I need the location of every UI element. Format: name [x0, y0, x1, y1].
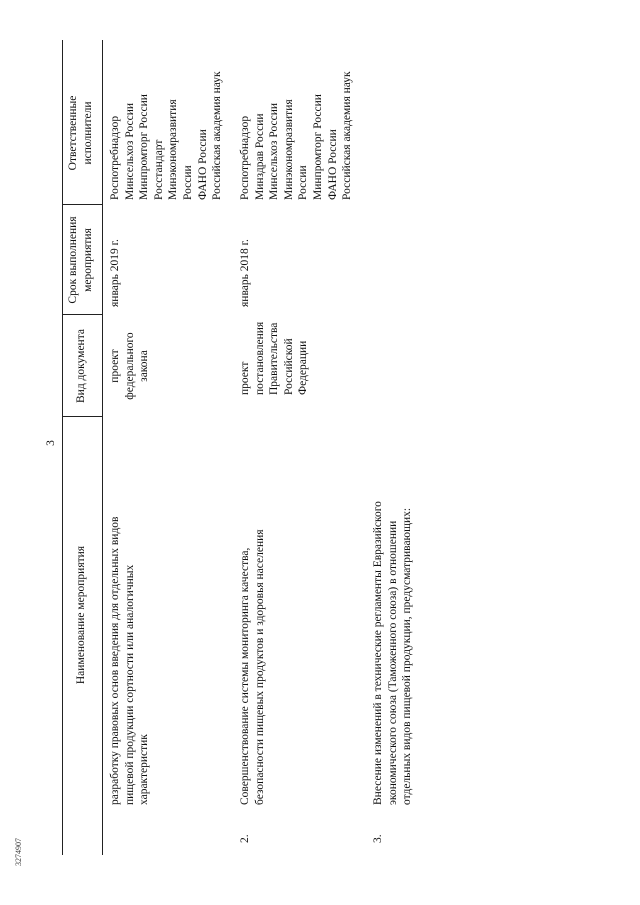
column-divider-2	[62, 314, 102, 315]
row-1-deadline: январь 2019 г.	[109, 239, 121, 307]
header-executors: Ответственные исполнители	[67, 95, 94, 171]
row-2-number: 2.	[239, 834, 251, 843]
header-deadline: Срок выполнения мероприятия	[67, 216, 94, 304]
row-1-doc-type: проект федерального закона	[109, 332, 151, 400]
header-bottom-border	[102, 40, 103, 855]
column-divider-1	[62, 416, 102, 417]
document-code: 3274907	[14, 838, 23, 866]
table-top-border	[62, 40, 63, 855]
row-3-name: Внесение изменений в технические регламенты Евразийского экономического союза (Таможенного союза) в отношении отдельных видов пищевой продукции, предусматривающих:	[372, 501, 414, 805]
row-2-executors: Роспотребнадзор Минздрав России Минсельхоз России Минэкономразвития России Минпромторг России ФАНО России Российская академия наук	[239, 71, 354, 200]
page-number: 3	[45, 440, 57, 446]
row-1-executors: Роспотребнадзор Минсельхоз России Минпромторг России Росстандарт Минэкономразвития России ФАНО России Российская академия наук	[109, 71, 224, 200]
row-2-deadline: январь 2018 г.	[239, 239, 251, 307]
row-3-number: 3.	[372, 834, 384, 843]
row-1-name: разработку правовых основ введения для отдельных видов пищевой продукции сортности или аналогичных характеристик	[109, 516, 151, 805]
header-doc-type: Вид документа	[75, 329, 87, 403]
row-2-doc-type: проект постановления Правительства Российской Федерации	[239, 321, 310, 395]
column-divider-3	[62, 204, 102, 205]
header-name: Наименование мероприятия	[75, 545, 87, 685]
row-2-name: Совершенствование системы мониторинга качества, безопасности пищевых продуктов и здоровья населения	[239, 529, 266, 805]
